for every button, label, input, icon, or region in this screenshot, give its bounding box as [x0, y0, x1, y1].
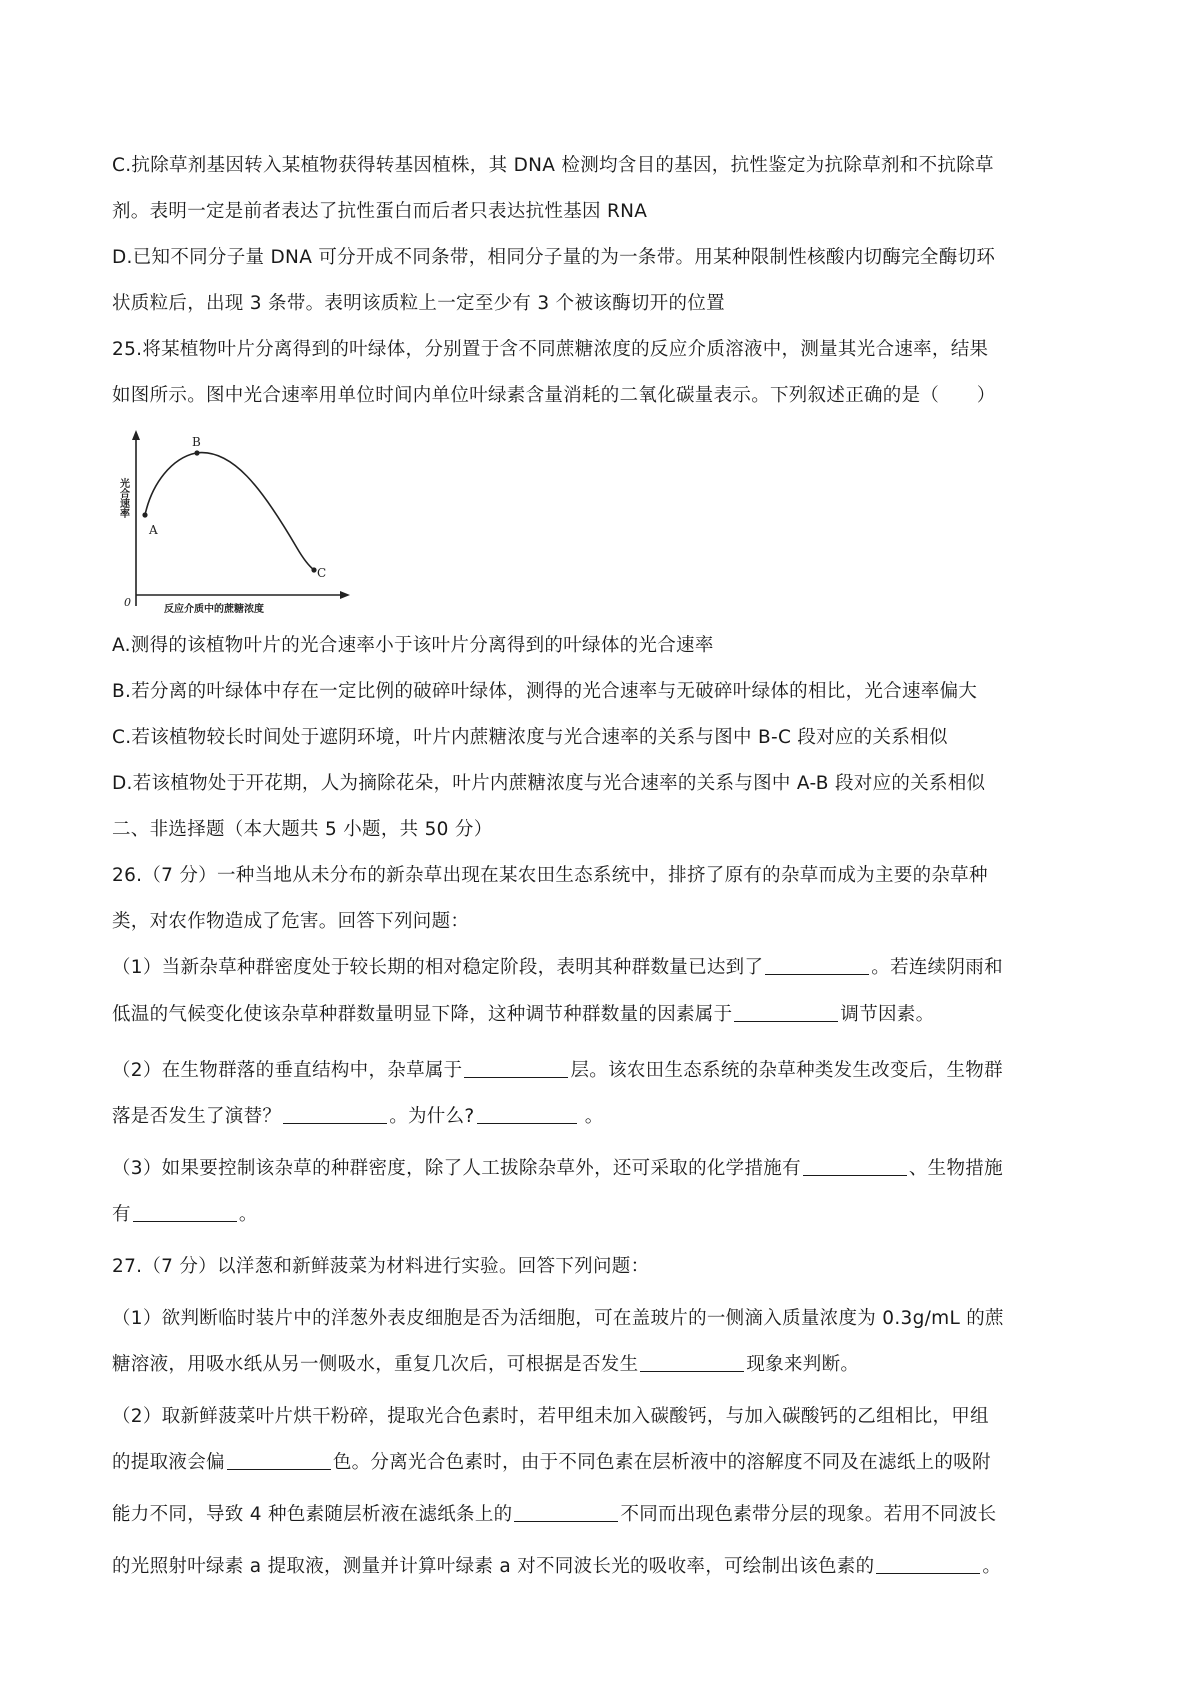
- photosynthesis-chart: [112, 428, 352, 618]
- q27-part2-line-4: 的光照射叶绿素 a 提取液，测量并计算叶绿素 a 对不同波长光的吸收率，可绘制出该色素的 。: [112, 1556, 1002, 1577]
- answer-blank: [133, 1203, 237, 1222]
- q26-part3-line-1: （3）如果要控制该杂草的种群密度，除了人工拔除杂草外，还可采取的化学措施有 、生物措施: [112, 1158, 1003, 1179]
- option-c-25: C.若该植物较长时间处于遮阴环境，叶片内蔗糖浓度与光合速率的关系与图中 B-C 段对应的关系相似: [112, 727, 948, 748]
- answer-blank: [734, 1003, 838, 1022]
- option-d-line-2: 状质粒后，出现 3 条带。表明该质粒上一定至少有 3 个被该酶切开的位置: [112, 293, 725, 314]
- q26-part3-line-2: 有 。: [112, 1204, 258, 1225]
- answer-blank: [765, 956, 869, 975]
- origin-label: 0: [124, 596, 131, 609]
- q26-part2-line-1: （2）在生物群落的垂直结构中，杂草属于 层。该农田生态系统的杂草种类发生改变后，生物群: [112, 1060, 1003, 1081]
- option-c-line-1: C.抗除草剂基因转入某植物获得转基因植株，其 DNA 检测均含目的基因，抗性鉴定为抗除草剂和不抗除草: [112, 155, 994, 176]
- option-d-line-1: D.已知不同分子量 DNA 可分开成不同条带，相同分子量的为一条带。用某种限制性核酸内切酶完全酶切环: [112, 247, 996, 268]
- answer-blank: [283, 1105, 387, 1124]
- q26-part1-line-2: 低温的气候变化使该杂草种群数量明显下降，这种调节种群数量的因素属于 调节因素。: [112, 1004, 935, 1025]
- option-a-25: A.测得的该植物叶片的光合速率小于该叶片分离得到的叶绿体的光合速率: [112, 635, 714, 656]
- q27-part2-line-2: 的提取液会偏 色。分离光合色素时，由于不同色素在层析液中的溶解度不同及在滤纸上的吸附: [112, 1452, 991, 1473]
- point-c: [311, 567, 316, 572]
- answer-blank: [514, 1503, 618, 1522]
- q27-part1-line-2: 糖溶液，用吸水纸从另一侧吸水，重复几次后，可根据是否发生 现象来判断。: [112, 1354, 860, 1375]
- q27-part2-line-1: （2）取新鲜菠菜叶片烘干粉碎，提取光合色素时，若甲组未加入碳酸钙，与加入碳酸钙的乙组相比，甲组: [112, 1406, 989, 1427]
- q27-part1-line-1: （1）欲判断临时装片中的洋葱外表皮细胞是否为活细胞，可在盖玻片的一侧滴入质量浓度为 0.3g/mL 的蔗: [112, 1308, 1004, 1329]
- rate-curve: [145, 453, 314, 570]
- x-axis-label: 反应介质中的蔗糖浓度: [164, 604, 264, 615]
- question-26-line-2: 类，对农作物造成了危害。回答下列问题：: [112, 911, 470, 932]
- point-b: [194, 450, 199, 455]
- option-b-25: B.若分离的叶绿体中存在一定比例的破碎叶绿体，测得的光合速率与无破碎叶绿体的相比，光合速率偏大: [112, 681, 978, 702]
- question-26-line-1: 26.（7 分）一种当地从未分布的新杂草出现在某农田生态系统中，排挤了原有的杂草而成为主要的杂草种: [112, 865, 988, 886]
- question-25-line-1: 25.将某植物叶片分离得到的叶绿体，分别置于含不同蔗糖浓度的反应介质溶液中，测量其光合速率，结果: [112, 339, 989, 360]
- answer-blank: [464, 1059, 568, 1078]
- point-c-label: C: [317, 566, 327, 580]
- q26-part1-line-1: （1）当新杂草种群密度处于较长期的相对稳定阶段，表明其种群数量已达到了 。若连续阴雨和: [112, 957, 1003, 978]
- point-a: [142, 512, 147, 517]
- answer-blank: [477, 1105, 577, 1124]
- question-27-line-1: 27.（7 分）以洋葱和新鲜菠菜为材料进行实验。回答下列问题：: [112, 1256, 650, 1277]
- x-axis-arrow: [340, 591, 350, 599]
- q26-part2-line-2: 落是否发生了演替？ 。为什么? 。: [112, 1106, 604, 1127]
- y-axis-arrow: [132, 430, 140, 440]
- answer-blank: [803, 1157, 907, 1176]
- option-d-25: D.若该植物处于开花期，人为摘除花朵，叶片内蔗糖浓度与光合速率的关系与图中 A-B 段对应的关系相似: [112, 773, 986, 794]
- question-25-line-2: 如图所示。图中光合速率用单位时间内单位叶绿素含量消耗的二氧化碳量表示。下列叙述正确的是（ ）: [112, 385, 996, 406]
- q27-part2-line-3: 能力不同，导致 4 种色素随层析液在滤纸条上的 不同而出现色素带分层的现象。若用不同波长: [112, 1504, 997, 1525]
- section-heading: 二、非选择题（本大题共 5 小题，共 50 分）: [112, 819, 493, 840]
- answer-blank: [227, 1451, 331, 1470]
- y-axis-label: 光合速率: [117, 478, 129, 518]
- option-c-line-2: 剂。表明一定是前者表达了抗性蛋白而后者只表达抗性基因 RNA: [112, 201, 648, 222]
- answer-blank: [640, 1353, 744, 1372]
- answer-blank: [876, 1555, 980, 1574]
- point-a-label: A: [149, 523, 158, 537]
- point-b-label: B: [192, 435, 201, 449]
